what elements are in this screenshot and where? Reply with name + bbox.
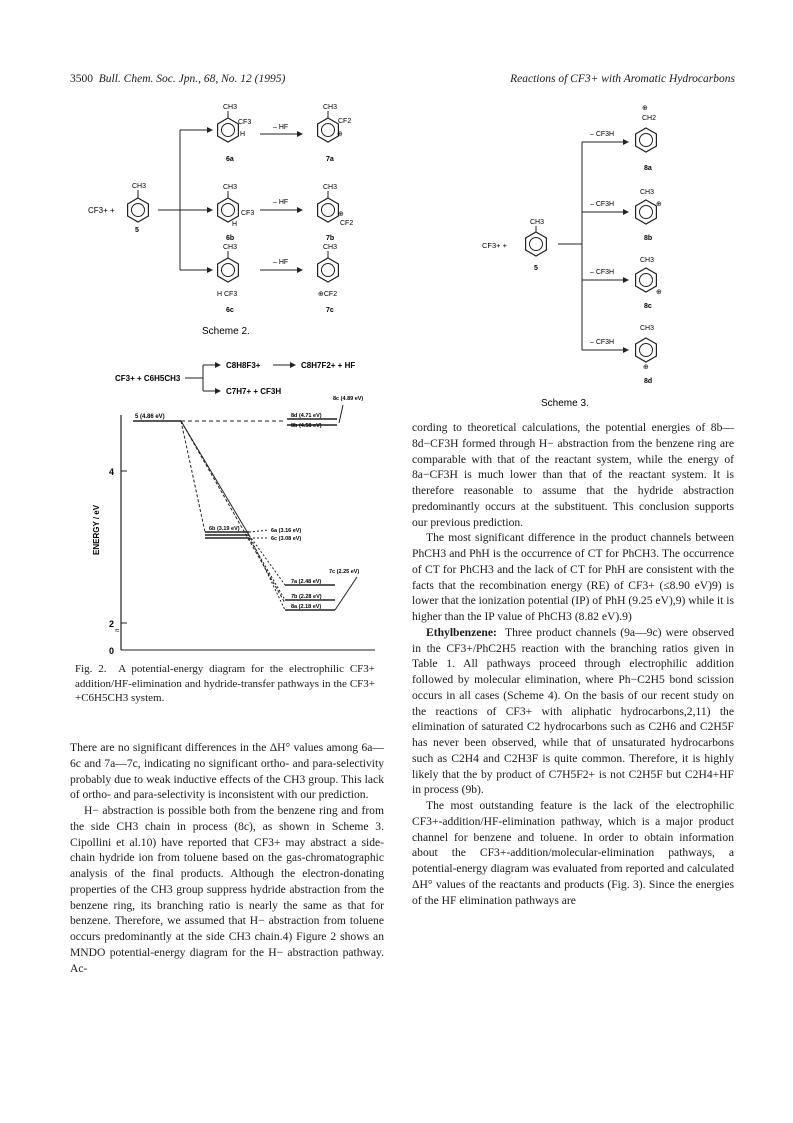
- svg-text:CF2: CF2: [340, 220, 354, 227]
- fig2-ytick-4: 4: [109, 467, 115, 477]
- svg-text:CF2: CF2: [338, 118, 352, 125]
- label-8c: 8c: [644, 303, 652, 310]
- journal-citation: Bull. Chem. Soc. Jpn., 68, No. 12 (1995): [98, 73, 286, 85]
- level-7b: 7b (2.28 eV): [291, 594, 322, 600]
- figure-2-caption-text: A potential-energy diagram for the electrophilic CF3+ addition/HF-elimination and hydride-transfer pathways in the CF3+ +C6H5CH3 system.: [75, 663, 375, 704]
- arrow-label-hf-b: – HF: [273, 199, 289, 206]
- svg-text:CH3: CH3: [223, 184, 238, 191]
- svg-text:H CF3: H CF3: [217, 291, 238, 298]
- scheme3-arrow-b: – CF3H: [590, 201, 615, 208]
- svg-text:CH3: CH3: [132, 183, 147, 190]
- svg-text:CH3: CH3: [640, 257, 655, 264]
- body-left-paragraph-1: There are no significant differences in the ΔH° values among 6a—6c and 7a—7c, indicating no significant ortho- and para-selectivity probably due to weak inductive effects of the CH3 group. This lack of ortho- and para-selectivity is inconsistent with our prediction.: [70, 741, 384, 802]
- scheme-3: [470, 102, 730, 412]
- svg-text:CF3: CF3: [238, 119, 252, 126]
- fig2-reaction-top: CF3+ + C6H5CH3: [115, 374, 181, 383]
- svg-text:H: H: [240, 131, 246, 138]
- svg-text:CH3: CH3: [323, 244, 338, 251]
- body-right-paragraph-2: The most significant difference in the product channels between PhCH3 and PhH is the occurrence of CT for PhCH3. The occurrence of CT for PhCH3 and the lack of CT for PhH are consistent with the facts that the recombination energy (RE) of CF3+ (≤8.90 eV)9) is lower that the ionization potential (IP) of PhH (9.25 eV),9) while it is higher than the IP value of PhCH3 (8.82 eV).9): [412, 531, 734, 623]
- svg-text:≈: ≈: [115, 626, 120, 635]
- arrow-label-hf-a: – HF: [273, 124, 289, 131]
- fig2-branch1: C8H8F3+: [226, 361, 261, 370]
- scheme3-caption: Scheme 3.: [541, 398, 589, 409]
- level-8c: 8c (4.89 eV): [333, 396, 364, 402]
- level-6a: 6a (3.16 eV): [271, 528, 302, 534]
- toluene-ring-icon: [128, 198, 149, 222]
- svg-text:CH3: CH3: [223, 244, 238, 251]
- label-7a: 7a: [326, 156, 334, 163]
- level-8a: 8a (2.18 eV): [291, 604, 322, 610]
- fig2-ylabel: ENERGY / eV: [92, 504, 101, 555]
- svg-text:⊕CF2: ⊕CF2: [318, 291, 338, 298]
- body-left-column: [70, 740, 384, 976]
- label-8a: 8a: [644, 165, 652, 172]
- level-6c: 6c (3.08 eV): [271, 536, 302, 542]
- fig2-branch2: C7H7+ + CF3H: [226, 387, 282, 396]
- scheme3-reactant: CF3+ +: [482, 241, 508, 250]
- scheme3-reactant-label: 5: [534, 265, 538, 272]
- svg-text:CH2: CH2: [642, 115, 657, 122]
- body-right-paragraph-3: Three product channels (9a—9c) were observed in the CF3+/PhC2H5 reaction with the branching ratios given in Table 1. All pathways proceed through electrophilic addition followed by molecular elimination, where Ph−C2H5 bond scission occurs in all cases (Scheme 4). On the basis of our recent study on the reactions of CF3+ with aliphatic hydrocarbons,2,11) the elimination of saturated C2 hydrocarbons such as C2H6 and C2H5F has never been observed, while that of unsaturated hydrocarbons such as C2H4 and C2H3F is quite common. Therefore, it is highly likely that the by product of C7H5F2+ is not C2H5F but C2H4+HF in process (9b).: [412, 625, 735, 797]
- svg-text:⊕: ⊕: [337, 131, 343, 138]
- svg-text:CH3: CH3: [530, 219, 545, 226]
- svg-text:⊕: ⊕: [338, 211, 344, 218]
- scheme-2: [80, 98, 390, 348]
- svg-text:CF3: CF3: [241, 210, 255, 217]
- level-7a: 7a (2.48 eV): [291, 579, 322, 585]
- level-6b: 6b (3.19 eV): [209, 526, 240, 532]
- figure-2-energy-diagram: [75, 355, 385, 660]
- running-header-title: Reactions of CF3+ with Aromatic Hydrocarbons: [510, 73, 735, 85]
- level-8d: 8d (4.71 eV): [291, 413, 322, 419]
- svg-text:⊕: ⊕: [642, 105, 648, 112]
- scheme3-arrow-d: – CF3H: [590, 339, 615, 346]
- figure-2-caption: [75, 662, 375, 706]
- level-5: 5 (4.86 eV): [135, 414, 165, 420]
- level-8b: 8b (4.58 eV): [291, 423, 322, 429]
- running-header-left: [70, 73, 285, 85]
- label-6a: 6a: [226, 156, 234, 163]
- section-head-ethylbenzene: Ethylbenzene:: [426, 625, 497, 639]
- svg-text:⊕: ⊕: [656, 289, 662, 296]
- level-7c: 7c (2.25 eV): [329, 569, 360, 575]
- fig2-branch1-product: C8H7F2+ + HF: [301, 361, 356, 370]
- scheme3-arrow-c: – CF3H: [590, 269, 615, 276]
- svg-text:CH3: CH3: [640, 325, 655, 332]
- label-6b: 6b: [226, 235, 235, 242]
- svg-text:⊕: ⊕: [656, 201, 662, 208]
- figure-2-caption-label: Fig. 2.: [75, 663, 107, 675]
- label-7b: 7b: [326, 235, 335, 242]
- scheme3-arrow-a: – CF3H: [590, 131, 615, 138]
- fig2-ytick-0: 0: [109, 646, 115, 656]
- label-8d: 8d: [644, 378, 653, 385]
- scheme2-reactant: CF3+ +: [88, 206, 115, 215]
- svg-text:CH3: CH3: [223, 104, 238, 111]
- arrow-label-hf-c: – HF: [273, 259, 289, 266]
- body-left-paragraph-2: H− abstraction is possible both from the benzene ring and from the side CH3 chain in process (8c), as shown in Scheme 3. Cipollini et al.10) have reported that CF3+ may abstract a side-chain hydride ion from toluene based on the gas-chromatographic analysis of the final products. Although the electron-donating properties of the CH3 group suppress hydride abstraction from the benzene ring, its branching ratio is nearly the same as that for benzene. Therefore, we assumed that H− abstraction from toluene occurs predominantly at the side CH3 chain.4) Figure 2 shows an MNDO potential-energy diagram for the H− abstraction pathway. Ac-: [70, 804, 384, 975]
- body-right-column: [412, 420, 734, 908]
- body-right-paragraph-1: cording to theoretical calculations, the potential energies of 8b—8d−CF3H formed through H− abstraction from the benzene ring are comparable with that of the reactant system, while the energy of 8a−CF3H is much lower than that of the reactant system. It is therefore reasonable to assume that the hydride abstraction predominantly occurs at the substituent. This conclusion supports our previous prediction.: [412, 421, 734, 529]
- svg-text:H: H: [232, 221, 238, 228]
- scheme2-caption: Scheme 2.: [202, 326, 250, 337]
- label-6c: 6c: [226, 307, 234, 314]
- svg-text:CH3: CH3: [323, 104, 338, 111]
- fig2-ytick-2: 2: [109, 619, 115, 629]
- scheme2-reactant-label: 5: [135, 227, 139, 234]
- label-7c: 7c: [326, 307, 334, 314]
- page-number: 3500: [70, 73, 93, 85]
- body-right-paragraph-4: The most outstanding feature is the lack of the electrophilic CF3+-addition/HF-elimination pathway, which is a major product channel for benzene and toluene. In order to obtain information about the CF3+-addition/molecular-elimination pathways, a potential-energy diagram was evaluated from reported and calculated ΔH° values of the reactants and products (Fig. 3). Since the energies of the HF elimination pathways are: [412, 799, 734, 907]
- svg-text:CH3: CH3: [323, 184, 338, 191]
- label-8b: 8b: [644, 235, 653, 242]
- svg-text:CH3: CH3: [640, 189, 655, 196]
- svg-text:⊕: ⊕: [643, 364, 649, 371]
